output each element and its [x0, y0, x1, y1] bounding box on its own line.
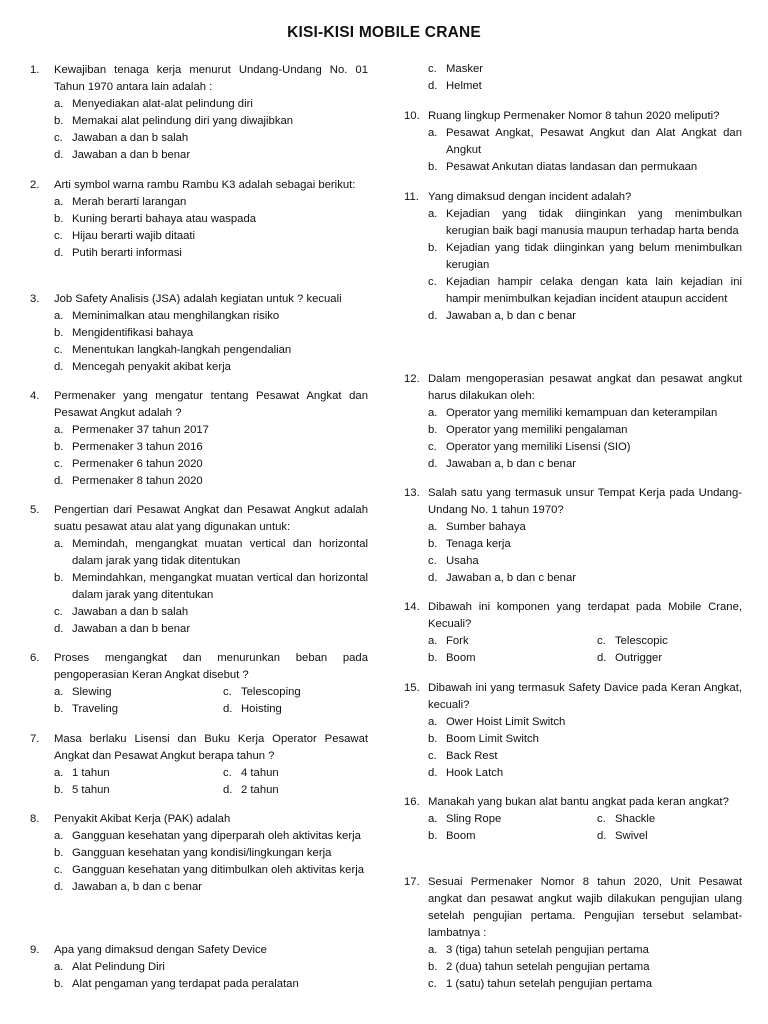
option-letter: b.	[428, 161, 438, 173]
answer-option	[404, 748, 742, 765]
option-text: Mengidentifikasi bahaya	[72, 327, 194, 339]
answer-option	[199, 782, 368, 799]
option-text: Traveling	[72, 703, 119, 715]
question-text: Kewajiban tenaga kerja menurut Undang-Undang No. 01 Tahun 1970 antara lain adalah :	[54, 64, 368, 93]
option-letter: b.	[54, 441, 64, 453]
option-letter: c.	[428, 978, 437, 990]
question-stem	[30, 291, 368, 308]
option-text: Fork	[446, 635, 469, 647]
answer-option	[30, 828, 368, 845]
answer-option	[30, 976, 368, 993]
option-text: Operator yang memiliki Lisensi (SIO)	[446, 441, 631, 453]
option-text: Hijau berarti wajib ditaati	[72, 230, 196, 242]
question-text: Apa yang dimaksud dengan Safety Device	[54, 944, 267, 956]
option-text: Outrigger	[615, 652, 663, 664]
question-number: 7.	[30, 733, 40, 745]
question-number: 12.	[404, 373, 420, 385]
option-letter: c.	[54, 864, 63, 876]
answer-option	[30, 879, 368, 896]
option-letter: c.	[223, 686, 232, 698]
option-letter: b.	[54, 784, 64, 796]
option-letter: d.	[428, 80, 438, 92]
option-list	[30, 536, 368, 638]
answer-option	[30, 782, 199, 799]
answer-option	[404, 731, 742, 748]
question-number: 8.	[30, 813, 40, 825]
option-text: Kejadian yang tidak diinginkan yang menimbulkan kerugian baik bagi manusia maupun terhadap harta benda	[446, 208, 742, 237]
option-text: Memakai alat pelindung diri yang diwajibkan	[72, 115, 294, 127]
option-letter: d.	[54, 475, 64, 487]
option-list	[404, 942, 742, 993]
option-letter: c.	[597, 813, 606, 825]
question-number: 4.	[30, 390, 40, 402]
option-text: Gangguan kesehatan yang kondisi/lingkungan kerja	[72, 847, 332, 859]
option-letter: b.	[54, 115, 64, 127]
option-list	[404, 519, 742, 587]
question-number: 14.	[404, 601, 420, 613]
option-letter: b.	[428, 424, 438, 436]
answer-option	[30, 570, 368, 604]
question-text: Penyakit Akibat Kerja (PAK) adalah	[54, 813, 231, 825]
question-stem	[404, 599, 742, 633]
option-text: 1 tahun	[72, 767, 110, 779]
option-letter: a.	[54, 310, 64, 322]
option-text: Jawaban a, b dan c benar	[446, 572, 577, 584]
question-stem	[30, 731, 368, 765]
option-text: Mencegah penyakit akibat kerja	[72, 361, 231, 373]
question-number: 13.	[404, 487, 420, 499]
option-text: Jawaban a, b dan c benar	[446, 458, 577, 470]
answer-option	[404, 570, 742, 587]
option-letter: d.	[54, 149, 64, 161]
answer-option	[30, 130, 368, 147]
option-text: 1 (satu) tahun setelah pengujian pertama	[446, 978, 652, 990]
option-letter: b.	[54, 703, 64, 715]
question-15	[404, 680, 742, 782]
question-10	[404, 108, 742, 176]
option-text: Pesawat Ankutan diatas landasan dan permukaan	[446, 161, 698, 173]
option-text: Operator yang memiliki kemampuan dan keterampilan	[446, 407, 718, 419]
option-text: Permenaker 8 tahun 2020	[72, 475, 203, 487]
option-list	[404, 125, 742, 176]
option-text: Sumber bahaya	[446, 521, 526, 533]
answer-option	[404, 78, 742, 95]
option-letter: d.	[597, 830, 607, 842]
question-stem	[404, 874, 742, 942]
question-4	[30, 388, 368, 490]
question-number: 2.	[30, 179, 40, 191]
option-letter: c.	[54, 606, 63, 618]
option-letter: a.	[54, 538, 64, 550]
answer-option	[404, 519, 742, 536]
option-list	[404, 206, 742, 325]
option-list	[30, 959, 368, 993]
option-text: Jawaban a dan b salah	[72, 606, 189, 618]
answer-option	[404, 633, 573, 650]
option-text: Back Rest	[446, 750, 498, 762]
answer-option	[404, 942, 742, 959]
option-letter: c.	[428, 276, 437, 288]
answer-option	[30, 245, 368, 262]
option-text: Alat pengaman yang terdapat pada peralatan	[72, 978, 299, 990]
option-text: Kejadian hampir celaka dengan kata lain kejadian ini hampir menimbulkan kejadian incident ataupun accident	[446, 276, 742, 305]
question-stem	[404, 189, 742, 206]
option-text: Pesawat Angkat, Pesawat Angkut dan Alat Angkat dan Angkut	[446, 127, 742, 156]
option-letter: a.	[428, 127, 438, 139]
answer-option	[573, 811, 742, 828]
option-letter: d.	[597, 652, 607, 664]
option-letter: c.	[54, 344, 63, 356]
option-text: Permenaker 3 tahun 2016	[72, 441, 203, 453]
question-7	[30, 731, 368, 799]
answer-option	[404, 439, 742, 456]
question-stem	[30, 650, 368, 684]
option-letter: a.	[54, 98, 64, 110]
option-list	[404, 714, 742, 782]
option-text: Masker	[446, 63, 484, 75]
option-letter: c.	[54, 230, 63, 242]
option-list	[30, 765, 368, 799]
option-text: Slewing	[72, 686, 112, 698]
answer-option	[404, 240, 742, 274]
option-list	[30, 828, 368, 896]
question-text: Pengertian dari Pesawat Angkat dan Pesawat Angkut adalah suatu pesawat atau alat yang digunakan untuk:	[54, 504, 368, 533]
option-letter: b.	[428, 242, 438, 254]
option-text: Gangguan kesehatan yang ditimbulkan oleh aktivitas kerja	[72, 864, 365, 876]
option-text: Permenaker 37 tahun 2017	[72, 424, 209, 436]
answer-option	[30, 422, 368, 439]
option-list	[30, 422, 368, 490]
question-text: Yang dimaksud dengan incident adalah?	[428, 191, 632, 203]
option-text: Jawaban a dan b benar	[72, 149, 191, 161]
answer-option	[30, 621, 368, 638]
option-letter: d.	[54, 623, 64, 635]
question-number: 16.	[404, 796, 420, 808]
page-title: KISI-KISI MOBILE CRANE	[287, 24, 481, 41]
option-letter: d.	[428, 767, 438, 779]
question-stem	[404, 371, 742, 405]
option-text: Alat Pelindung Diri	[72, 961, 165, 973]
option-list	[404, 633, 742, 667]
question-number: 15.	[404, 682, 420, 694]
option-letter: a.	[428, 944, 438, 956]
question-number: 6.	[30, 652, 40, 664]
option-text: Helmet	[446, 80, 482, 92]
question-stem	[30, 502, 368, 536]
option-letter: a.	[54, 961, 64, 973]
answer-option	[199, 765, 368, 782]
option-letter: c.	[54, 132, 63, 144]
answer-option	[404, 650, 573, 667]
answer-option	[30, 701, 199, 718]
question-11	[404, 189, 742, 325]
question-text: Permenaker yang mengatur tentang Pesawat Angkat dan Pesawat Angkut adalah ?	[54, 390, 368, 419]
question-stem	[30, 177, 368, 194]
answer-option	[404, 274, 742, 308]
option-text: Hoisting	[241, 703, 282, 715]
question-2	[30, 177, 368, 262]
answer-option	[30, 325, 368, 342]
answer-option	[30, 845, 368, 862]
option-text: Tenaga kerja	[446, 538, 511, 550]
option-letter: b.	[54, 978, 64, 990]
question-6	[30, 650, 368, 718]
answer-option	[199, 701, 368, 718]
option-text: Memindahkan, mengangkat muatan vertical dan horizontal dalam jarak yang ditentukan	[72, 572, 368, 601]
option-letter: a.	[54, 767, 64, 779]
answer-option	[404, 553, 742, 570]
option-letter: c.	[428, 750, 437, 762]
option-text: Telescoping	[241, 686, 301, 698]
option-letter: d.	[223, 784, 233, 796]
option-letter: a.	[54, 196, 64, 208]
question-text: Ruang lingkup Permenaker Nomor 8 tahun 2020 meliputi?	[428, 110, 720, 122]
option-list	[404, 811, 742, 845]
answer-option	[404, 714, 742, 731]
answer-option	[404, 536, 742, 553]
answer-option	[30, 536, 368, 570]
option-text: 3 (tiga) tahun setelah pengujian pertama	[446, 944, 649, 956]
question-3	[30, 291, 368, 376]
option-letter: d.	[428, 458, 438, 470]
option-letter: b.	[428, 830, 438, 842]
answer-option	[30, 959, 368, 976]
question-text: Masa berlaku Lisensi dan Buku Kerja Operator Pesawat Angkat dan Pesawat Angkut berapa tahun ?	[54, 733, 368, 762]
option-text: 2 tahun	[241, 784, 279, 796]
option-letter: c.	[223, 767, 232, 779]
option-letter: a.	[428, 813, 438, 825]
question-text: Dalam mengoperasian pesawat angkat dan pesawat angkut harus dilakukan oleh:	[428, 373, 742, 402]
answer-option	[30, 308, 368, 325]
answer-option	[30, 147, 368, 164]
option-letter: c.	[428, 441, 437, 453]
option-text: Permenaker 6 tahun 2020	[72, 458, 203, 470]
answer-option	[404, 828, 573, 845]
option-text: Shackle	[615, 813, 656, 825]
option-letter: d.	[54, 361, 64, 373]
question-13	[404, 485, 742, 587]
option-text: Menentukan langkah-langkah pengendalian	[72, 344, 292, 356]
option-letter: b.	[54, 213, 64, 225]
answer-option	[573, 650, 742, 667]
answer-option	[404, 125, 742, 159]
question-text: Manakah yang bukan alat bantu angkat pada keran angkat?	[428, 796, 729, 808]
question-stem	[30, 388, 368, 422]
question-text: Salah satu yang termasuk unsur Tempat Kerja pada Undang-Undang No. 1 tahun 1970?	[428, 487, 742, 516]
option-text: Merah berarti larangan	[72, 196, 187, 208]
option-text: Hook Latch	[446, 767, 504, 779]
answer-option	[573, 828, 742, 845]
option-text: Operator yang memiliki pengalaman	[446, 424, 628, 436]
question-text: Dibawah ini yang termasuk Safety Davice pada Keran Angkat, kecuali?	[428, 682, 742, 711]
option-letter: b.	[54, 327, 64, 339]
question-stem	[404, 680, 742, 714]
option-letter: b.	[428, 652, 438, 664]
option-text: Jawaban a, b dan c benar	[72, 881, 203, 893]
answer-option	[404, 765, 742, 782]
option-letter: a.	[428, 635, 438, 647]
option-letter: a.	[428, 407, 438, 419]
question-number: 11.	[404, 191, 419, 203]
option-text: Ower Hoist Limit Switch	[446, 716, 566, 728]
option-letter: a.	[54, 830, 64, 842]
answer-option	[30, 96, 368, 113]
option-letter: d.	[54, 881, 64, 893]
question-text: Proses mengangkat dan menurunkan beban pada pengoperasian Keran Angkat disebut ?	[54, 652, 368, 681]
answer-option	[404, 456, 742, 473]
answer-option	[404, 308, 742, 325]
option-text: Meminimalkan atau menghilangkan risiko	[72, 310, 280, 322]
option-letter: c.	[428, 555, 437, 567]
answer-option	[404, 959, 742, 976]
option-letter: a.	[428, 521, 438, 533]
option-text: Boom	[446, 652, 476, 664]
answer-option	[404, 206, 742, 240]
option-text: Memindah, mengangkat muatan vertical dan horizontal dalam jarak yang tidak ditentukan	[72, 538, 368, 567]
option-text: Gangguan kesehatan yang diperparah oleh aktivitas kerja	[72, 830, 361, 842]
answer-option	[30, 684, 199, 701]
answer-option	[573, 633, 742, 650]
question-9	[30, 942, 368, 993]
option-text: Swivel	[615, 830, 648, 842]
option-letter: c.	[54, 458, 63, 470]
option-text: Usaha	[446, 555, 479, 567]
question-stem	[30, 942, 368, 959]
answer-option	[199, 684, 368, 701]
answer-option	[30, 194, 368, 211]
answer-option	[30, 456, 368, 473]
question-17	[404, 874, 742, 993]
option-text: Sling Rope	[446, 813, 502, 825]
option-letter: d.	[428, 572, 438, 584]
answer-option	[30, 228, 368, 245]
answer-option	[30, 211, 368, 228]
question-number: 3.	[30, 293, 40, 305]
question-text: Dibawah ini komponen yang terdapat pada Mobile Crane, Kecuali?	[428, 601, 742, 630]
question-stem	[404, 108, 742, 125]
answer-option	[30, 862, 368, 879]
option-list	[30, 194, 368, 262]
option-letter: c.	[428, 63, 437, 75]
option-text: 2 (dua) tahun setelah pengujian pertama	[446, 961, 650, 973]
question-text: Arti symbol warna rambu Rambu K3 adalah sebagai berikut:	[54, 179, 356, 191]
option-text: Boom	[446, 830, 476, 842]
question-text: Job Safety Analisis (JSA) adalah kegiatan untuk ? kecuali	[54, 293, 342, 305]
option-text: Putih berarti informasi	[72, 247, 182, 259]
question-stem	[30, 62, 368, 96]
option-text: 5 tahun	[72, 784, 110, 796]
option-letter: b.	[428, 961, 438, 973]
answer-option	[30, 604, 368, 621]
question-1	[30, 62, 368, 164]
option-text: Telescopic	[615, 635, 668, 647]
answer-option	[404, 405, 742, 422]
answer-option	[30, 765, 199, 782]
answer-option	[30, 359, 368, 376]
answer-option	[404, 811, 573, 828]
option-list	[30, 96, 368, 164]
question-number: 10.	[404, 110, 420, 122]
question-14	[404, 599, 742, 667]
option-text: Jawaban a dan b salah	[72, 132, 189, 144]
option-text: Kejadian yang tidak diinginkan yang belum menimbulkan kerugian	[446, 242, 742, 271]
answer-option	[404, 61, 742, 78]
option-list	[404, 405, 742, 473]
option-letter: b.	[54, 572, 64, 584]
question-16	[404, 794, 742, 845]
option-letter: d.	[223, 703, 233, 715]
question-12	[404, 371, 742, 473]
option-letter: b.	[54, 847, 64, 859]
answer-option	[404, 159, 742, 176]
option-text: Jawaban a, b dan c benar	[446, 310, 577, 322]
option-letter: a.	[428, 716, 438, 728]
question-number: 5.	[30, 504, 40, 516]
question-stem	[30, 811, 368, 828]
question-5	[30, 502, 368, 638]
option-text: 4 tahun	[241, 767, 279, 779]
question-number: 17.	[404, 876, 420, 888]
question-stem	[404, 485, 742, 519]
option-letter: d.	[428, 310, 438, 322]
option-list	[30, 308, 368, 376]
option-letter: c.	[597, 635, 606, 647]
option-text: Kuning berarti bahaya atau waspada	[72, 213, 257, 225]
question-8	[30, 811, 368, 896]
question-number: 1.	[30, 64, 40, 76]
question-number: 9.	[30, 944, 40, 956]
answer-option	[30, 113, 368, 130]
answer-option	[404, 976, 742, 993]
option-letter: a.	[54, 424, 64, 436]
option-letter: a.	[428, 208, 438, 220]
option-text: Menyediakan alat-alat pelindung diri	[72, 98, 253, 110]
answer-option	[404, 422, 742, 439]
answer-option	[30, 473, 368, 490]
option-letter: b.	[428, 733, 438, 745]
answer-option	[30, 342, 368, 359]
option-letter: a.	[54, 686, 64, 698]
answer-option	[30, 439, 368, 456]
question-text: Sesuai Permenaker Nomor 8 tahun 2020, Unit Pesawat angkat dan pesawat angkut wajib dilakukan pengujian ulang setelah pengujian pertama. Pengujian tersebut selambat-lambatnya :	[428, 876, 742, 939]
option-text: Boom Limit Switch	[446, 733, 539, 745]
question-9-continued	[404, 61, 742, 95]
option-text: Jawaban a dan b benar	[72, 623, 191, 635]
question-stem	[404, 794, 742, 811]
option-letter: b.	[428, 538, 438, 550]
option-letter: d.	[54, 247, 64, 259]
option-list	[30, 684, 368, 718]
